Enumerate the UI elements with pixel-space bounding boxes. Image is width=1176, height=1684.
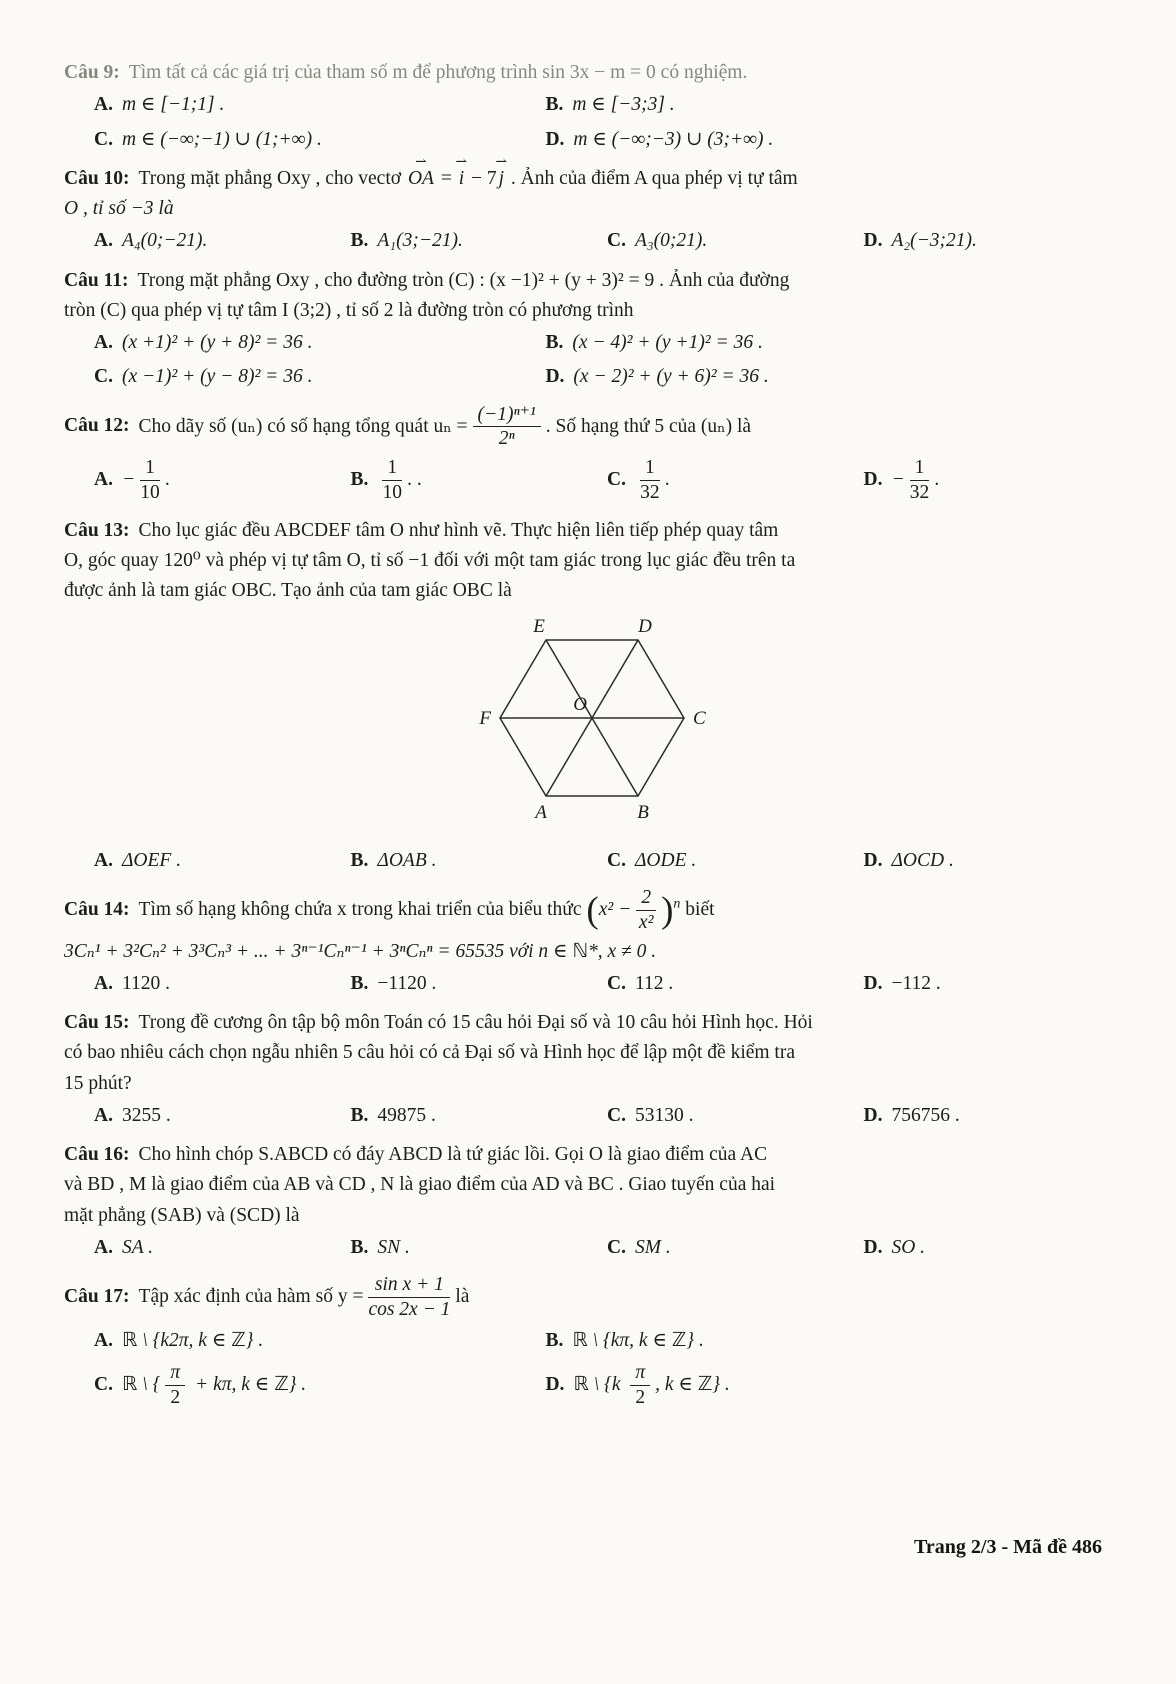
option-key: D. [863, 972, 883, 994]
option-a [94, 968, 351, 999]
question-10-stem-line2 [64, 194, 1120, 223]
left-paren: ( [586, 889, 599, 931]
question-13-stem-line3 [64, 576, 1120, 605]
fraction-numerator: 1 [910, 457, 930, 481]
question-label: Câu 16: [64, 1144, 130, 1166]
option-a [94, 89, 545, 120]
fraction-denominator: 32 [909, 481, 930, 503]
option-d [864, 454, 1121, 507]
option-text: (x − 4)² + (y +1)² = 36 . [572, 332, 763, 353]
option-key: C. [607, 972, 626, 994]
fraction-numerator: π [165, 1362, 185, 1386]
fraction-numerator: 1 [640, 457, 660, 481]
option-key: D. [863, 468, 883, 490]
option-text: m ∈ [−3;3] . [572, 94, 675, 116]
option-key: D. [545, 1373, 565, 1395]
option-key: C. [607, 1104, 626, 1126]
option-text: 1120 . [121, 972, 170, 994]
option-key: A. [94, 849, 113, 871]
fraction-denominator: 32 [640, 481, 660, 503]
option-text: (x +1)² + (y + 8)² = 36 . [121, 332, 313, 353]
fraction-numerator: 1 [382, 457, 402, 481]
option-c [607, 968, 864, 999]
option-key: B. [545, 94, 564, 116]
stem-text: Cho hình chóp S.ABCD có đáy ABCD là tứ giác lồi. Gọi O là giao điểm của AC [138, 1144, 768, 1166]
option-key: A. [94, 972, 113, 994]
stem-text: . Ảnh của điểm A qua phép vị tự tâm [506, 167, 798, 189]
fraction-denominator: x² [638, 911, 654, 933]
fraction [140, 457, 160, 504]
question-11 [64, 266, 1120, 393]
expression [586, 887, 681, 933]
option-d [864, 845, 1121, 876]
question-9-options [94, 89, 1120, 155]
option-text: 112 . [634, 972, 674, 994]
option-text: SO . [891, 1236, 926, 1258]
vertex-label-a: A [535, 801, 547, 823]
option-a [94, 225, 351, 256]
stem-text: mặt phẳng (SAB) và (SCD) là [64, 1204, 300, 1226]
page-footer: Trang 2/3 - Mã đề 486 [914, 1536, 1102, 1558]
question-17-options [94, 1325, 1120, 1412]
option-b [351, 454, 608, 507]
option-text: A₁(3;−21). [377, 230, 463, 252]
center-label-o: O [573, 693, 587, 715]
question-label: Câu 12: [64, 415, 130, 437]
fraction-denominator: 2 [635, 1386, 646, 1408]
stem-text: . Số hạng thứ 5 của (uₙ) là [545, 415, 752, 437]
stem-text: 3Cₙ¹ + 3²Cₙ² + 3³Cₙ³ + ... + 3ⁿ⁻¹Cₙⁿ⁻¹ + 3ⁿCₙⁿ = 65535 với n ∈ ℕ*, x ≠ 0 . [64, 940, 657, 962]
stem-text: O , tỉ số −3 là [64, 198, 174, 219]
fraction-denominator: 2 [170, 1386, 181, 1408]
option-d [864, 225, 1121, 256]
option-b [351, 1100, 608, 1131]
fraction-denominator: 10 [140, 481, 160, 503]
question-16-stem-line2 [64, 1170, 1120, 1199]
stem-text: Cho lục giác đều ABCDEF tâm O như hình vẽ. Thực hiện liên tiếp phép quay tâm [138, 519, 779, 541]
option-key: C. [607, 849, 626, 871]
stem-text: có bao nhiêu cách chọn ngẫu nhiên 5 câu hỏi có cả Đại số và Hình học để lập một đề kiểm tra [64, 1042, 796, 1064]
option-text: ΔOEF . [121, 849, 182, 871]
question-16-stem-line3 [64, 1201, 1120, 1230]
option-c [607, 454, 864, 507]
vertex-label-c: C [693, 707, 706, 729]
option-b [351, 845, 608, 876]
question-13-options [94, 845, 1120, 876]
option-text: ΔODE . [634, 849, 697, 871]
question-10-options [94, 225, 1120, 256]
option-key: B. [350, 468, 369, 490]
option-key: D. [863, 1236, 883, 1258]
fraction [640, 457, 660, 504]
option-key: B. [350, 972, 369, 994]
option-key: B. [350, 1236, 369, 1258]
stem-text: − 7 [466, 167, 497, 189]
question-9 [64, 58, 1120, 155]
question-15-stem [64, 1008, 1120, 1037]
option-c [607, 1232, 864, 1263]
stem-text: 15 phút? [64, 1072, 132, 1094]
option-b [545, 327, 1120, 358]
option-text: m ∈ (−∞;−1) ∪ (1;+∞) . [121, 128, 322, 150]
option-a [94, 454, 351, 507]
option-text: ℝ \ {kπ, k ∈ ℤ} . [572, 1329, 704, 1351]
option-c [94, 361, 545, 392]
option-d [864, 968, 1121, 999]
option-post: + kπ, k ∈ ℤ} . [190, 1373, 307, 1395]
stem-text: Tìm tất cả các giá trị của tham số m để phương trình sin 3x − m = 0 có nghiệm. [128, 62, 748, 83]
fraction-numerator: sin x + 1 [368, 1274, 450, 1298]
option-key: C. [607, 1236, 626, 1258]
option-key: C. [607, 230, 626, 252]
option-dot: . [164, 468, 170, 490]
option-text: A₄(0;−21). [121, 230, 208, 252]
stem-text: được ảnh là tam giác OBC. Tạo ảnh của tam giác OBC là [64, 580, 512, 602]
question-13 [64, 516, 1120, 876]
stem-text: Trong mặt phẳng Oxy , cho đường tròn (C) : (x −1)² + (y + 3)² = 9 . Ảnh của đường [137, 269, 790, 291]
option-d [864, 1100, 1121, 1131]
stem-text: Trong mặt phẳng Oxy , cho vectơ [138, 167, 406, 189]
exponent: n [673, 895, 681, 912]
option-c [94, 1359, 545, 1412]
question-11-options [94, 327, 1120, 393]
vertex-label-e: E [533, 615, 545, 637]
hexagon-svg [467, 614, 717, 830]
option-text: A₂(−3;21). [891, 230, 977, 252]
question-12-stem [64, 402, 1120, 453]
option-key: D. [863, 1104, 883, 1126]
question-9-stem [64, 58, 1120, 87]
option-key: C. [94, 366, 113, 388]
option-text: (x − 2)² + (y + 6)² = 36 . [573, 366, 769, 388]
fraction [165, 1362, 185, 1409]
question-label: Câu 11: [64, 269, 129, 291]
option-key: B. [350, 230, 369, 252]
option-text: SN . [377, 1236, 410, 1258]
option-text: SA . [121, 1236, 154, 1258]
stem-text: Cho dãy số (uₙ) có số hạng tổng quát uₙ = [138, 415, 468, 437]
option-b [351, 968, 608, 999]
option-c [607, 1100, 864, 1131]
question-15-stem-line3 [64, 1069, 1120, 1098]
fraction-numerator: π [630, 1362, 650, 1386]
fraction [630, 1362, 650, 1409]
option-dot: . [664, 468, 670, 490]
option-c [94, 124, 545, 155]
stem-text: Tìm số hạng không chứa x trong khai triển của biểu thức [138, 898, 582, 920]
question-16 [64, 1140, 1120, 1263]
option-d [864, 1232, 1121, 1263]
option-text: −1120 . [377, 972, 437, 994]
option-key: D. [863, 849, 883, 871]
option-key: B. [350, 849, 369, 871]
question-label: Câu 10: [64, 167, 130, 189]
question-10-stem [64, 164, 1120, 193]
stem-text: và BD , M là giao điểm của AB và CD , N là giao điểm của AD và BC . Giao tuyến của hai [64, 1174, 776, 1196]
fraction-numerator: 2 [636, 887, 656, 911]
option-text: 3255 . [121, 1104, 171, 1126]
question-12 [64, 402, 1120, 507]
question-10 [64, 164, 1120, 257]
option-b [545, 1325, 1120, 1356]
stem-text: Tập xác định của hàm số y = [138, 1286, 364, 1308]
option-b [351, 1232, 608, 1263]
option-key: A. [94, 332, 113, 353]
question-15-options [94, 1100, 1120, 1131]
option-a [94, 1325, 545, 1356]
option-d [545, 361, 1120, 392]
vector-oa: OA ⇀ [408, 164, 434, 193]
fraction [636, 887, 656, 934]
right-paren: ) [661, 889, 674, 931]
stem-text: tròn (C) qua phép vị tự tâm I (3;2) , tỉ số 2 là đường tròn có phương trình [64, 299, 634, 321]
option-key: A. [94, 1236, 113, 1258]
option-text: A₃(0;21). [634, 230, 708, 252]
question-12-options [94, 454, 1120, 507]
question-label: Câu 17: [64, 1286, 130, 1308]
question-11-stem [64, 266, 1120, 295]
vertex-label-b: B [637, 801, 649, 823]
fraction-numerator: 1 [140, 457, 160, 481]
option-key: A. [94, 94, 113, 116]
option-a [94, 845, 351, 876]
option-dot: . . [407, 468, 422, 490]
option-key: C. [94, 1373, 113, 1395]
question-label: Câu 13: [64, 519, 130, 541]
option-text: 49875 . [377, 1104, 436, 1126]
option-a [94, 1232, 351, 1263]
option-sign: − [121, 468, 136, 490]
option-text: m ∈ (−∞;−3) ∪ (3;+∞) . [573, 128, 774, 150]
vector-j: j ⇀ [499, 164, 504, 193]
question-13-stem [64, 516, 1120, 545]
option-post: , k ∈ ℤ} . [655, 1373, 730, 1395]
fraction-numerator: (−1)ⁿ⁺¹ [473, 404, 541, 428]
question-14-options [94, 968, 1120, 999]
option-text: SM . [634, 1236, 671, 1258]
option-text: 756756 . [891, 1104, 960, 1126]
option-text: ΔOAB . [377, 849, 437, 871]
fraction [382, 457, 402, 504]
option-key: A. [94, 1104, 113, 1126]
option-text: 53130 . [634, 1104, 694, 1126]
option-c [607, 225, 864, 256]
vector-i: i ⇀ [459, 164, 464, 193]
option-sign: − [891, 468, 905, 490]
option-d [545, 124, 1120, 155]
question-15-stem-line2 [64, 1038, 1120, 1067]
vertex-label-d: D [638, 615, 652, 637]
question-15 [64, 1008, 1120, 1131]
option-b [545, 89, 1120, 120]
option-key: B. [350, 1104, 369, 1126]
option-key: D. [863, 230, 883, 252]
stem-text: biết [685, 898, 715, 920]
vertex-label-f: F [479, 707, 491, 729]
question-14-stem-line2 [64, 937, 1120, 966]
option-b [351, 225, 608, 256]
option-key: D. [545, 366, 565, 388]
fraction-denominator: 2ⁿ [498, 428, 515, 450]
option-pre: ℝ \ { [121, 1373, 161, 1395]
question-11-stem-line2 [64, 296, 1120, 325]
question-13-stem-line2 [64, 546, 1120, 575]
option-text: −112 . [891, 972, 941, 994]
question-17 [64, 1272, 1120, 1412]
question-16-options [94, 1232, 1120, 1263]
option-text: m ∈ [−1;1] . [121, 94, 225, 116]
question-label: Câu 15: [64, 1012, 130, 1034]
option-key: A. [94, 1329, 113, 1351]
question-16-stem [64, 1140, 1120, 1169]
option-a [94, 327, 545, 358]
stem-text: là [455, 1286, 470, 1308]
option-text: (x −1)² + (y − 8)² = 36 . [121, 366, 313, 388]
expression-base: x² − [598, 898, 632, 920]
question-14-stem [64, 885, 1120, 936]
option-pre: ℝ \ {k [573, 1373, 626, 1395]
fraction [473, 404, 541, 451]
fraction [368, 1274, 450, 1321]
option-key: C. [94, 128, 113, 150]
option-c [607, 845, 864, 876]
question-label: Câu 9: [64, 62, 120, 83]
option-d [545, 1359, 1120, 1412]
stem-text: O, góc quay 120⁰ và phép vị tự tâm O, tỉ số −1 đối với một tam giác trong lục giác đều trên ta [64, 550, 796, 572]
option-key: B. [545, 1329, 564, 1351]
option-key: B. [545, 332, 564, 353]
option-key: D. [545, 128, 565, 150]
hexagon-figure [64, 614, 1120, 839]
question-17-stem [64, 1272, 1120, 1323]
fraction-denominator: 10 [382, 481, 403, 503]
option-key: A. [94, 230, 113, 252]
stem-text: = [435, 167, 457, 189]
question-14 [64, 885, 1120, 999]
option-dot: . [934, 468, 940, 490]
option-a [94, 1100, 351, 1131]
option-text: ℝ \ {k2π, k ∈ ℤ} . [121, 1329, 264, 1351]
option-text: ΔOCD . [891, 849, 954, 871]
option-key: C. [607, 468, 626, 490]
question-label: Câu 14: [64, 898, 130, 920]
option-key: A. [94, 468, 113, 490]
fraction [910, 457, 930, 504]
fraction-denominator: cos 2x − 1 [368, 1299, 451, 1321]
stem-text: Trong đề cương ôn tập bộ môn Toán có 15 câu hỏi Đại số và 10 câu hỏi Hình học. Hỏi [138, 1012, 813, 1034]
